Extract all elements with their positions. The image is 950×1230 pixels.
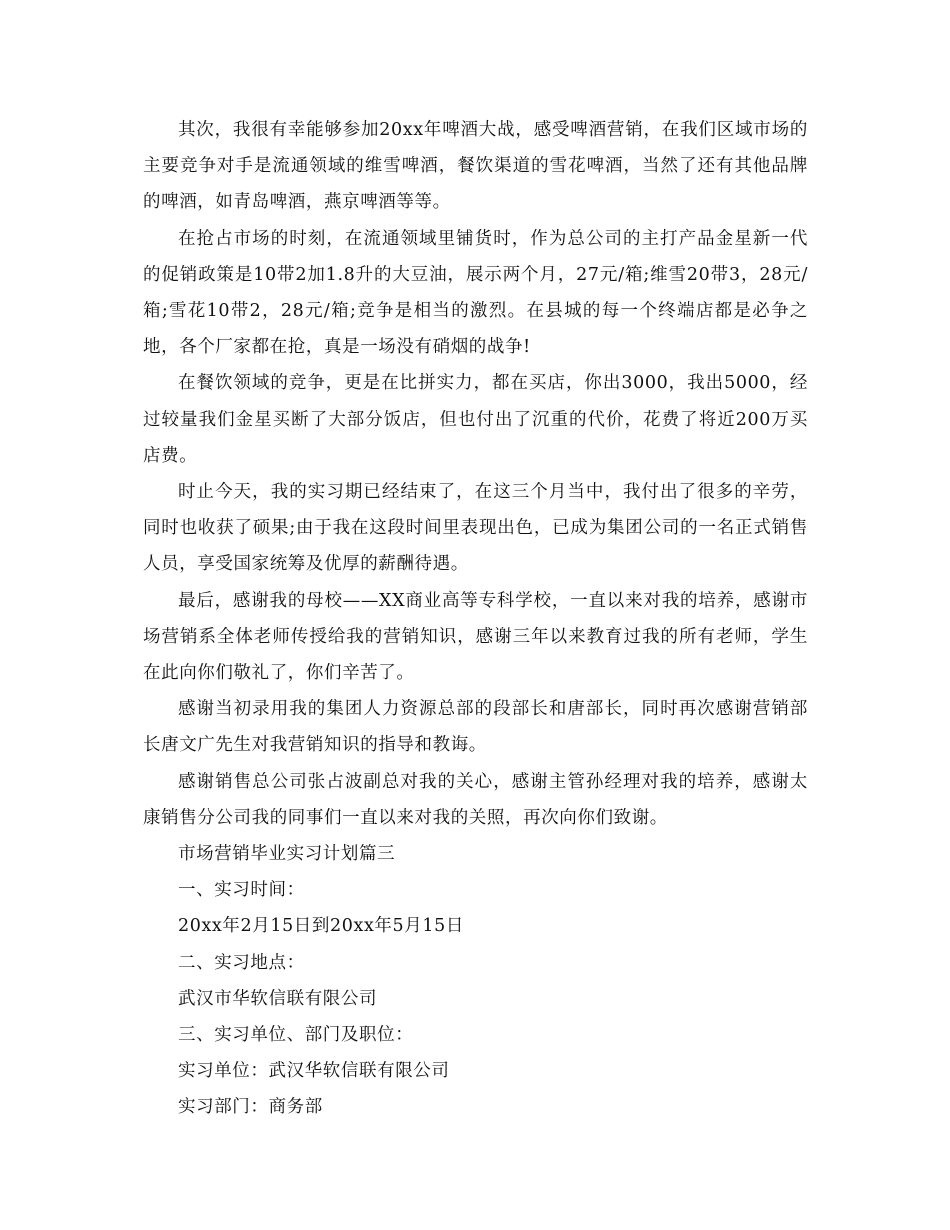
heading-internship-location: 二、实习地点： (178, 952, 305, 973)
paragraph-internship-result: 时止今天，我的实习期已经结束了，在这三个月当中，我付出了很多的辛劳，同时也收获了硕果;由于我在这段时间里表现出色，已成为集团公司的一名正式销售人员，享受国家统筹及优厚的薪酬待遇。 (143, 482, 808, 575)
paragraph-catering-competition: 在餐饮领域的竞争，更是在比拼实力，都在买店，你出3000，我出5000，经过较量我们金星买断了大部分饭店，但也付出了沉重的代价，花费了将近200万买店费。 (143, 373, 808, 466)
internship-department-value: 实习部门：商务部 (178, 1097, 323, 1118)
heading-internship-unit: 三、实习单位、部门及职位： (178, 1025, 414, 1046)
paragraph-thanks-hr: 感谢当初录用我的集团人力资源总部的段部长和唐部长，同时再次感谢营销部长唐文广先生对我营销知识的指导和教诲。 (143, 699, 808, 756)
paragraph-thanks-sales: 感谢销售总公司张占波副总对我的关心，感谢主管孙经理对我的培养，感谢太康销售分公司我的同事们一直以来对我的关照，再次向你们致谢。 (143, 771, 808, 828)
paragraph-beer-war: 其次，我很有幸能够参加20xx年啤酒大战，感受啤酒营销，在我们区域市场的主要竞争对手是流通领域的维雪啤酒，餐饮渠道的雪花啤酒，当然了还有其他品牌的啤酒，如青岛啤酒，燕京啤酒等等。 (143, 120, 808, 213)
internship-location-value: 武汉市华软信联有限公司 (178, 988, 378, 1009)
heading-internship-time: 一、实习时间： (178, 880, 305, 901)
internship-time-value: 20xx年2月15日到20xx年5月15日 (178, 916, 464, 937)
paragraph-thanks-school: 最后，感谢我的母校——XX商业高等专科学校，一直以来对我的培养，感谢市场营销系全体老师传授给我的营销知识，感谢三年以来教育过我的所有老师，学生在此向你们敬礼了，你们辛苦了。 (143, 590, 808, 684)
section-title: 市场营销毕业实习计划篇三 (178, 844, 396, 865)
paragraph-market-competition: 在抢占市场的时刻，在流通领域里铺货时，作为总公司的主打产品金星新一代的促销政策是10带2加1.8升的大豆油，展示两个月，27元/箱;维雪20带3，28元/箱;雪花10带2，28元/箱;竞争是相当的激烈。在县城的每一个终端店都是必争之地，各个厂家都在抢，真是一场没有硝烟的战争! (143, 228, 808, 358)
document-body (143, 112, 808, 1126)
internship-unit-value: 实习单位：武汉华软信联有限公司 (178, 1061, 450, 1082)
